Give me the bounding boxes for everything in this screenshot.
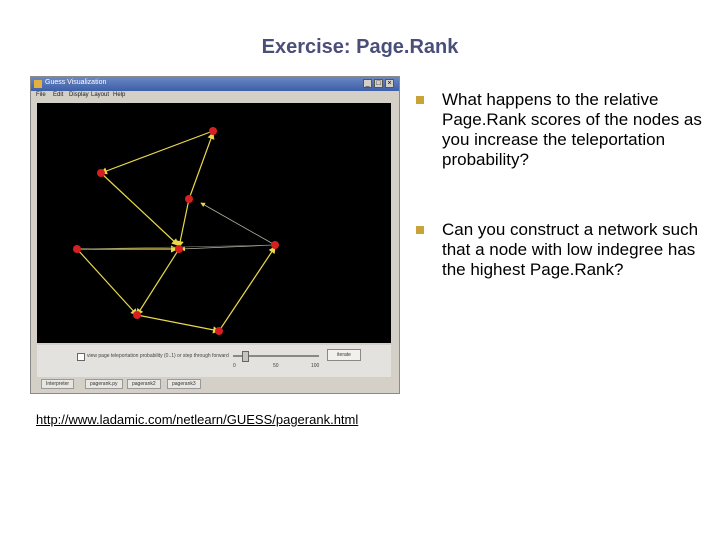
minimize-icon[interactable]: _ [363,79,372,88]
slide-title: Exercise: Page.Rank [261,36,459,58]
menu-layout[interactable]: Layout [91,92,110,98]
graph-edge [137,315,219,331]
slider-tick: 0 [233,363,236,369]
iterate-button[interactable]: iterate [327,349,361,361]
menubar [31,91,399,102]
bullet-text: Can you construct a network such that a node with low indegree has the highest Page.Rank? [442,220,699,279]
slider-tick: 100 [311,363,320,369]
graph-node[interactable] [215,327,223,335]
slider-thumb[interactable] [242,351,249,362]
slider-tick: 50 [273,363,279,369]
graph-node[interactable] [175,245,183,253]
checkbox-label: view page teleportation probability (0..1) or step through forward [87,353,229,359]
graph-edge [181,245,275,249]
tab-pagerank2[interactable]: pagerank2 [127,379,161,389]
graph-canvas[interactable] [37,103,391,343]
close-icon[interactable]: × [385,79,394,88]
graph-node[interactable] [209,127,217,135]
graph-edge [189,133,213,199]
graph-edge [179,199,189,247]
graph-edge [101,131,213,173]
window-titlebar[interactable] [31,77,399,91]
graph-node[interactable] [73,245,81,253]
tab-interpreter[interactable]: Interpreter [41,379,74,389]
graph-edge [137,249,179,315]
graph-edge [77,249,137,315]
control-panel [37,345,391,377]
graph-edge [219,247,275,331]
bullet-square-icon [416,96,424,104]
graph-node[interactable] [133,311,141,319]
menu-edit[interactable]: Edit [53,92,64,98]
window-title: Guess Visualization [45,79,107,86]
maximize-icon[interactable]: □ [374,79,383,88]
tab-strip [35,379,395,391]
network-graph [37,103,391,343]
graph-edge [101,173,178,245]
menu-file[interactable]: File [36,92,46,98]
graph-node[interactable] [271,241,279,249]
guess-app-window [30,76,400,394]
graph-node[interactable] [97,169,105,177]
bullet-text: What happens to the relative Page.Rank scores of the nodes as you increase the teleportation probability? [442,90,702,169]
graph-edge [201,203,275,245]
tab-pagerank3[interactable]: pagerank3 [167,379,201,389]
menu-help[interactable]: Help [113,92,126,98]
bullet-square-icon [416,226,424,234]
menu-display[interactable]: Display [69,92,89,98]
reference-link[interactable]: http://www.ladamic.com/netlearn/GUESS/pagerank.html [36,412,359,427]
tab-pagerank-py[interactable]: pagerank.py [85,379,123,389]
graph-node[interactable] [185,195,193,203]
app-icon [34,80,42,88]
teleport-checkbox[interactable] [77,353,85,361]
